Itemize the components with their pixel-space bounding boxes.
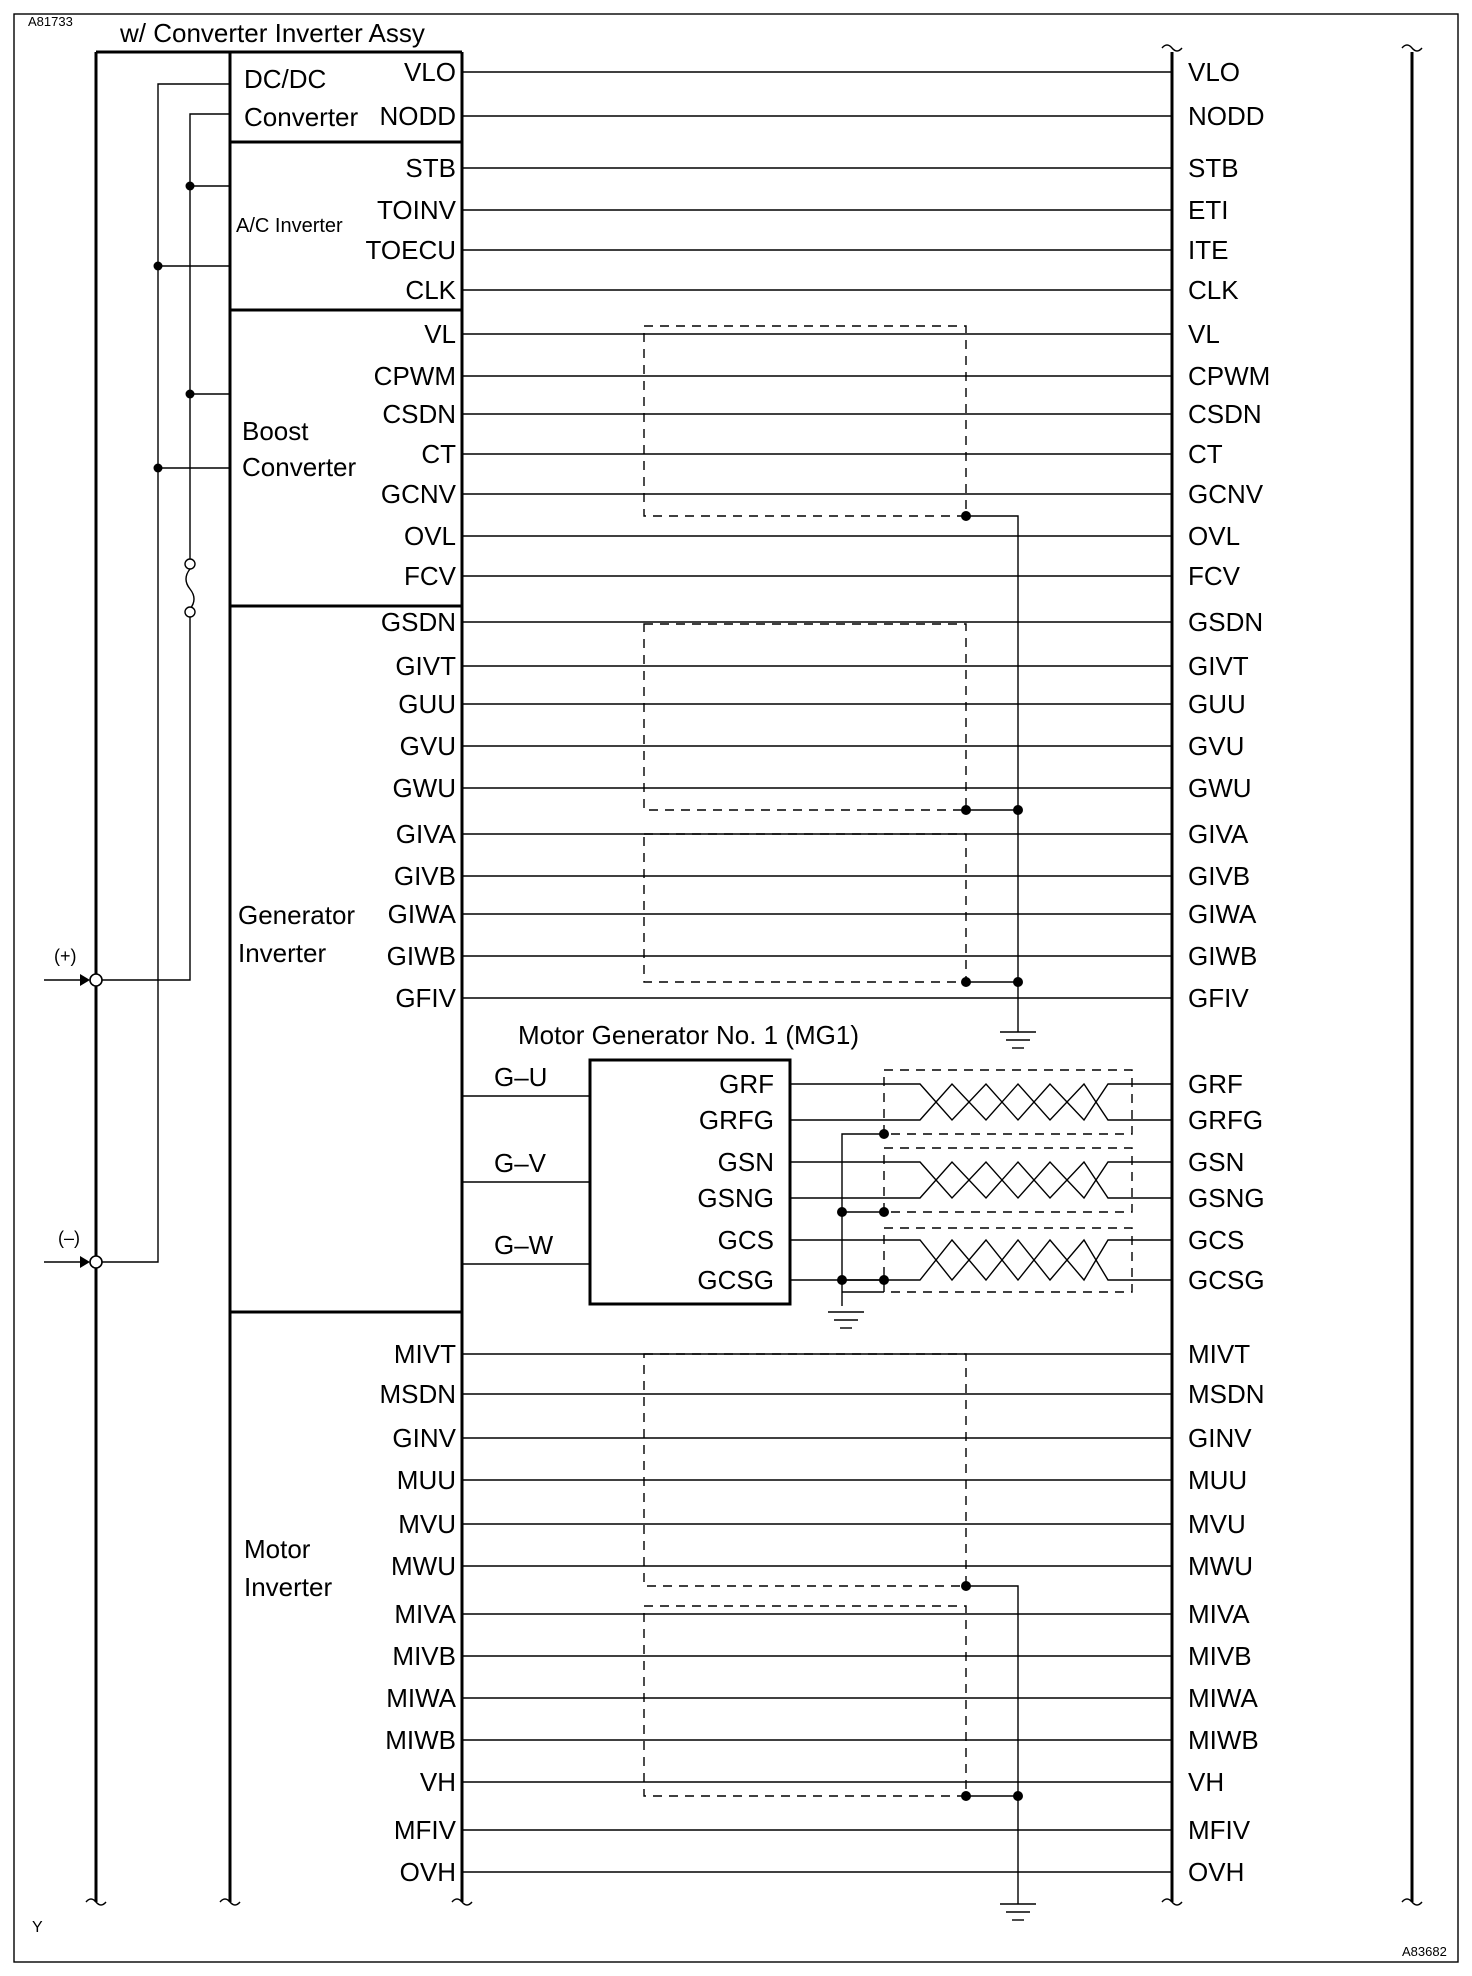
pin-label-right: MUU [1188, 1465, 1248, 1495]
pin-label-right: MIVT [1188, 1339, 1251, 1369]
mg1-pin-label: GSNG [697, 1183, 774, 1213]
assembly-title: w/ Converter Inverter Assy [120, 18, 425, 48]
pin-label-left: OVL [403, 521, 456, 551]
pin-label-left: MFIV [393, 1815, 456, 1845]
section-boost-line1: Boost [242, 416, 309, 446]
pin-label-right: MSDN [1188, 1379, 1265, 1409]
pin-label-right: GVU [1188, 731, 1245, 761]
pin-label-right: VL [1188, 319, 1220, 349]
pin-label-left: GINV [392, 1423, 456, 1453]
pin-label-left: MIVB [392, 1641, 456, 1671]
pin-label-right: ITE [1188, 235, 1229, 265]
shield-drain-wires [966, 516, 1018, 1904]
pin-label-left: CT [421, 439, 456, 469]
corner-mark: Y [32, 1919, 43, 1936]
mg1-phase-u: G–U [494, 1062, 548, 1092]
mg1-pin-label: GRF [719, 1069, 774, 1099]
mg1-phase-v: G–V [494, 1148, 547, 1178]
pin-label-right: MWU [1188, 1551, 1253, 1581]
section-ac-inverter: A/C Inverter [236, 215, 343, 237]
terminal-negative-label: (–) [58, 1228, 80, 1248]
terminal-positive-label: (+) [54, 946, 77, 966]
pin-label-left: MIVA [394, 1599, 456, 1629]
pin-label-right: GFIV [1188, 983, 1249, 1013]
section-dcdc-line1: DC/DC [244, 64, 327, 94]
pin-label-left: OVH [399, 1857, 456, 1887]
pin-label-left: MVU [398, 1509, 456, 1539]
pin-label-right: GSDN [1188, 607, 1264, 637]
pin-label-left: GIVA [395, 819, 456, 849]
pin-label-right: GIVT [1188, 651, 1249, 681]
ground-icon [828, 1032, 1036, 1920]
mg1-phase-w: G–W [494, 1230, 554, 1260]
pin-label-right: OVH [1188, 1857, 1245, 1887]
mg1-pins [697, 1069, 1264, 1295]
pin-label-left: VH [419, 1767, 456, 1797]
pin-label-right: CT [1188, 439, 1223, 469]
pin-label-left: CSDN [382, 399, 456, 429]
pin-label-right: MIVA [1188, 1599, 1250, 1629]
pin-label-right: STB [1188, 153, 1239, 183]
section-motor-line2: Inverter [244, 1572, 333, 1602]
pin-label-right: GIWA [1188, 899, 1257, 929]
terminal-negative-icon [44, 1256, 102, 1268]
figure-code-top: A81733 [28, 14, 73, 29]
pin-label-right: NODD [1188, 101, 1265, 131]
pin-label-right: GCNV [1188, 479, 1264, 509]
figure-code-bottom: A83682 [1402, 1944, 1447, 1959]
section-dcdc-line2: Converter [244, 102, 359, 132]
mg1-right-label: GCSG [1188, 1265, 1265, 1295]
mg1-right-label: GSNG [1188, 1183, 1265, 1213]
pin-label-right: MIWA [1188, 1683, 1258, 1713]
pin-label-left: GWU [392, 773, 456, 803]
mg1-title: Motor Generator No. 1 (MG1) [518, 1020, 859, 1050]
pin-label-right: CPWM [1188, 361, 1271, 391]
pin-label-left: FCV [404, 561, 456, 591]
pin-label-right: MIWB [1188, 1725, 1259, 1755]
pin-label-left: GVU [399, 731, 456, 761]
mg1-pin-label: GCS [717, 1225, 774, 1255]
pin-label-right: GIWB [1188, 941, 1258, 971]
pin-label-right: OVL [1188, 521, 1241, 551]
mg1-pin-label: GSN [717, 1147, 774, 1177]
mg1-right-label: GCS [1188, 1225, 1245, 1255]
mg1-shield-drain [842, 1134, 884, 1306]
pin-label-left: TOINV [377, 195, 456, 225]
pin-label-right: GWU [1188, 773, 1252, 803]
pin-label-left: GCNV [380, 479, 456, 509]
pin-label-right: GIVA [1188, 819, 1249, 849]
pin-label-left: GUU [398, 689, 456, 719]
pin-label-left: GIVB [393, 861, 456, 891]
pin-label-right: ETI [1188, 195, 1229, 225]
pin-label-left: CPWM [373, 361, 456, 391]
feed-junction-dots [154, 182, 195, 473]
pin-label-right: CLK [1188, 275, 1239, 305]
pin-label-right: VH [1188, 1767, 1225, 1797]
pin-label-left: STB [405, 153, 456, 183]
pin-label-right: MVU [1188, 1509, 1246, 1539]
section-motor-line1: Motor [244, 1534, 311, 1564]
mg1-pin-label: GRFG [698, 1105, 774, 1135]
mg1-pin-label: GCSG [697, 1265, 774, 1295]
pin-label-left: MSDN [379, 1379, 456, 1409]
pin-label-left: GIVT [395, 651, 456, 681]
twisted-pair-crosses [886, 1084, 1132, 1280]
section-generator-line1: Generator [238, 900, 356, 930]
pin-label-left: VLO [403, 57, 456, 87]
section-generator-line2: Inverter [238, 938, 327, 968]
pin-label-right: CSDN [1188, 399, 1262, 429]
pin-label-left: MIWA [386, 1683, 456, 1713]
pin-label-left: GFIV [395, 983, 456, 1013]
terminal-positive-icon [44, 974, 102, 986]
pin-label-left: GSDN [380, 607, 456, 637]
pin-label-left: NODD [379, 101, 456, 131]
mg1-right-label: GSN [1188, 1147, 1245, 1177]
pin-label-right: GUU [1188, 689, 1246, 719]
mg1-drain-dots [837, 1129, 889, 1285]
pin-label-left: MIVT [393, 1339, 456, 1369]
pin-label-left: VL [424, 319, 456, 349]
mg1-right-label: GRFG [1188, 1105, 1264, 1135]
pin-label-right: VLO [1188, 57, 1241, 87]
pin-label-left: GIWA [387, 899, 456, 929]
pin-label-left: CLK [405, 275, 456, 305]
power-feed-wires [96, 84, 230, 1262]
pin-label-left: MUU [396, 1465, 456, 1495]
pin-label-right: GINV [1188, 1423, 1252, 1453]
mg1-right-label: GRF [1188, 1069, 1243, 1099]
pin-label-right: GIVB [1188, 861, 1251, 891]
signal-rows [365, 57, 1270, 1887]
fuse-icon [185, 559, 195, 617]
section-boost-line2: Converter [242, 452, 357, 482]
pin-label-left: GIWB [386, 941, 456, 971]
pin-label-left: TOECU [365, 235, 456, 265]
pin-label-right: MFIV [1188, 1815, 1251, 1845]
pin-label-right: MIVB [1188, 1641, 1252, 1671]
pin-label-left: MWU [391, 1551, 456, 1581]
pin-label-left: MIWB [385, 1725, 456, 1755]
pin-label-right: FCV [1188, 561, 1240, 591]
